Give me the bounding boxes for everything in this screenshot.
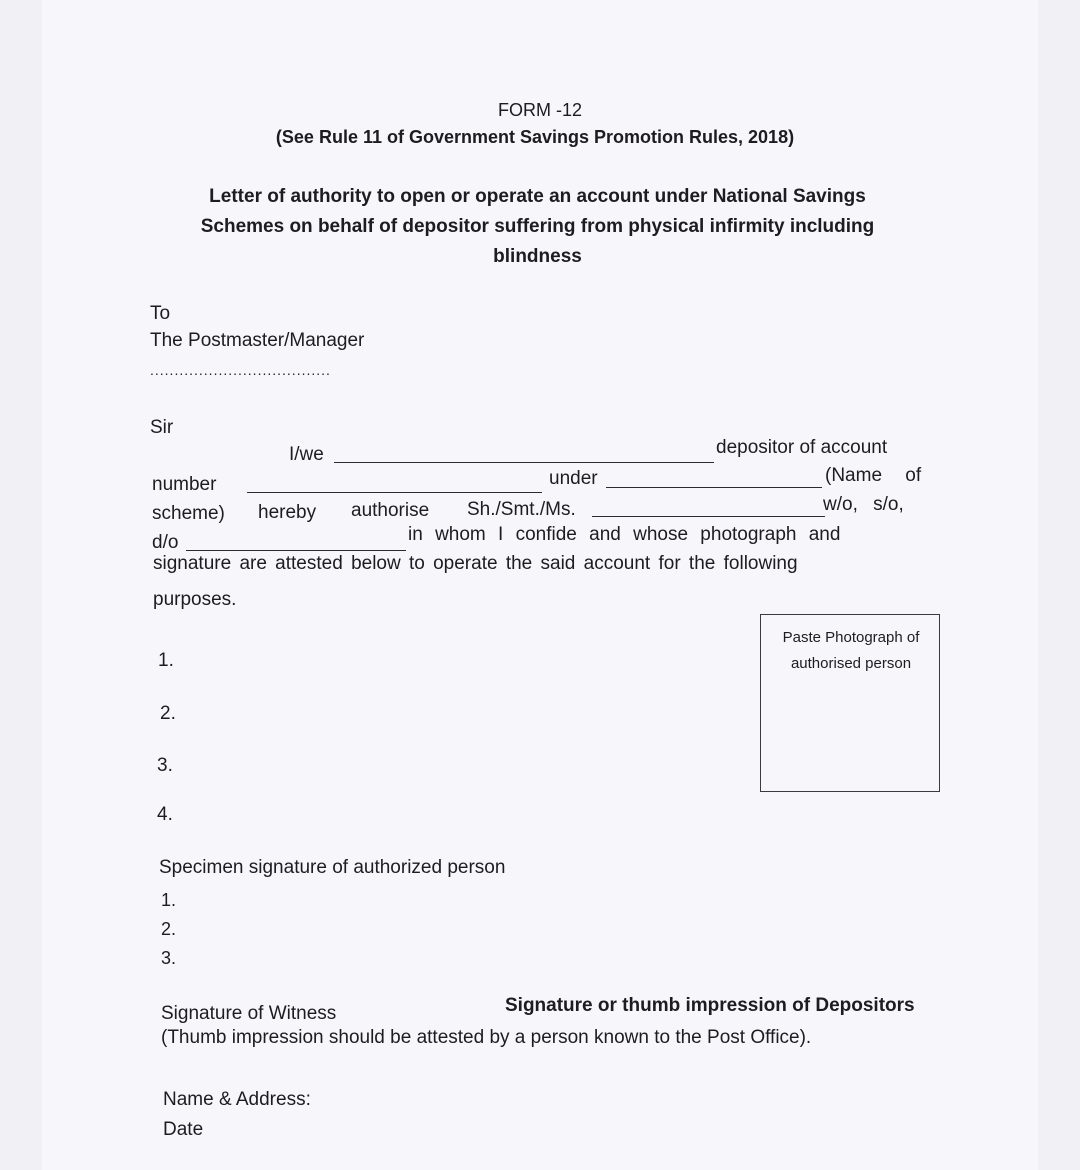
purpose-item: 2. (160, 703, 176, 724)
title-line-3: blindness (493, 246, 582, 267)
date-label: Date (163, 1119, 204, 1140)
specimen-item: 2. (161, 919, 177, 939)
photo-box-caption (761, 625, 941, 677)
scheme-label: scheme) (152, 503, 225, 524)
name-of-label: (Name of (825, 465, 922, 486)
purpose-item: 4. (157, 804, 173, 825)
specimen-heading: Specimen signature of authorized person (159, 857, 506, 878)
address-recipient: The Postmaster/Manager (150, 330, 365, 351)
salutation: Sir (150, 417, 174, 438)
title-line-1: Letter of authority to open or operate an account under National Savings (209, 186, 866, 207)
thumb-impression-note: (Thumb impression should be attested by a person known to the Post Office). (161, 1027, 812, 1048)
title-line-2: Schemes on behalf of depositor suffering from physical infirmity including (200, 216, 875, 237)
specimen-item: 3. (161, 948, 177, 968)
hereby-label: hereby (258, 502, 317, 523)
wo-so-label: w/o, s/o, (823, 494, 904, 515)
depositor-signature-label: Signature or thumb impression of Depositors (505, 995, 915, 1016)
number-label: number (152, 474, 217, 495)
purpose-item: 3. (157, 755, 173, 776)
purposes-label: purposes. (153, 589, 237, 610)
specimen-item: 1. (161, 890, 177, 910)
relation-name-blank[interactable] (186, 550, 406, 551)
depositor-of-account-label: depositor of account (716, 437, 888, 458)
purpose-item: 1. (158, 650, 174, 671)
form-title (0, 182, 1075, 272)
form-number: FORM -12 (497, 100, 582, 120)
depositor-name-blank[interactable] (334, 462, 714, 463)
in-whom-text: in whom I confide and whose photograph and (408, 524, 841, 545)
sh-smt-ms-label: Sh./Smt./Ms. (467, 499, 576, 520)
address-to: To (150, 303, 171, 324)
photo-caption-line-1: Paste Photograph of (782, 629, 920, 646)
under-label: under (549, 468, 598, 489)
account-number-blank[interactable] (247, 492, 542, 493)
name-address-label: Name & Address: (163, 1089, 311, 1110)
authorised-person-blank[interactable] (592, 516, 825, 517)
witness-signature-label: Signature of Witness (161, 1003, 337, 1024)
authorise-label: authorise (351, 500, 430, 521)
rule-reference: (See Rule 11 of Government Savings Promotion Rules, 2018) (275, 127, 795, 147)
photo-caption-line-2: authorised person (790, 655, 912, 672)
address-dotted-line: ..................................... (150, 362, 331, 378)
photo-box (760, 614, 940, 792)
do-label: d/o (152, 532, 179, 553)
iwe-label: I/we (289, 444, 324, 465)
attestation-text: signature are attested below to operate the said account for the following (153, 553, 798, 574)
scheme-name-blank[interactable] (606, 487, 822, 488)
